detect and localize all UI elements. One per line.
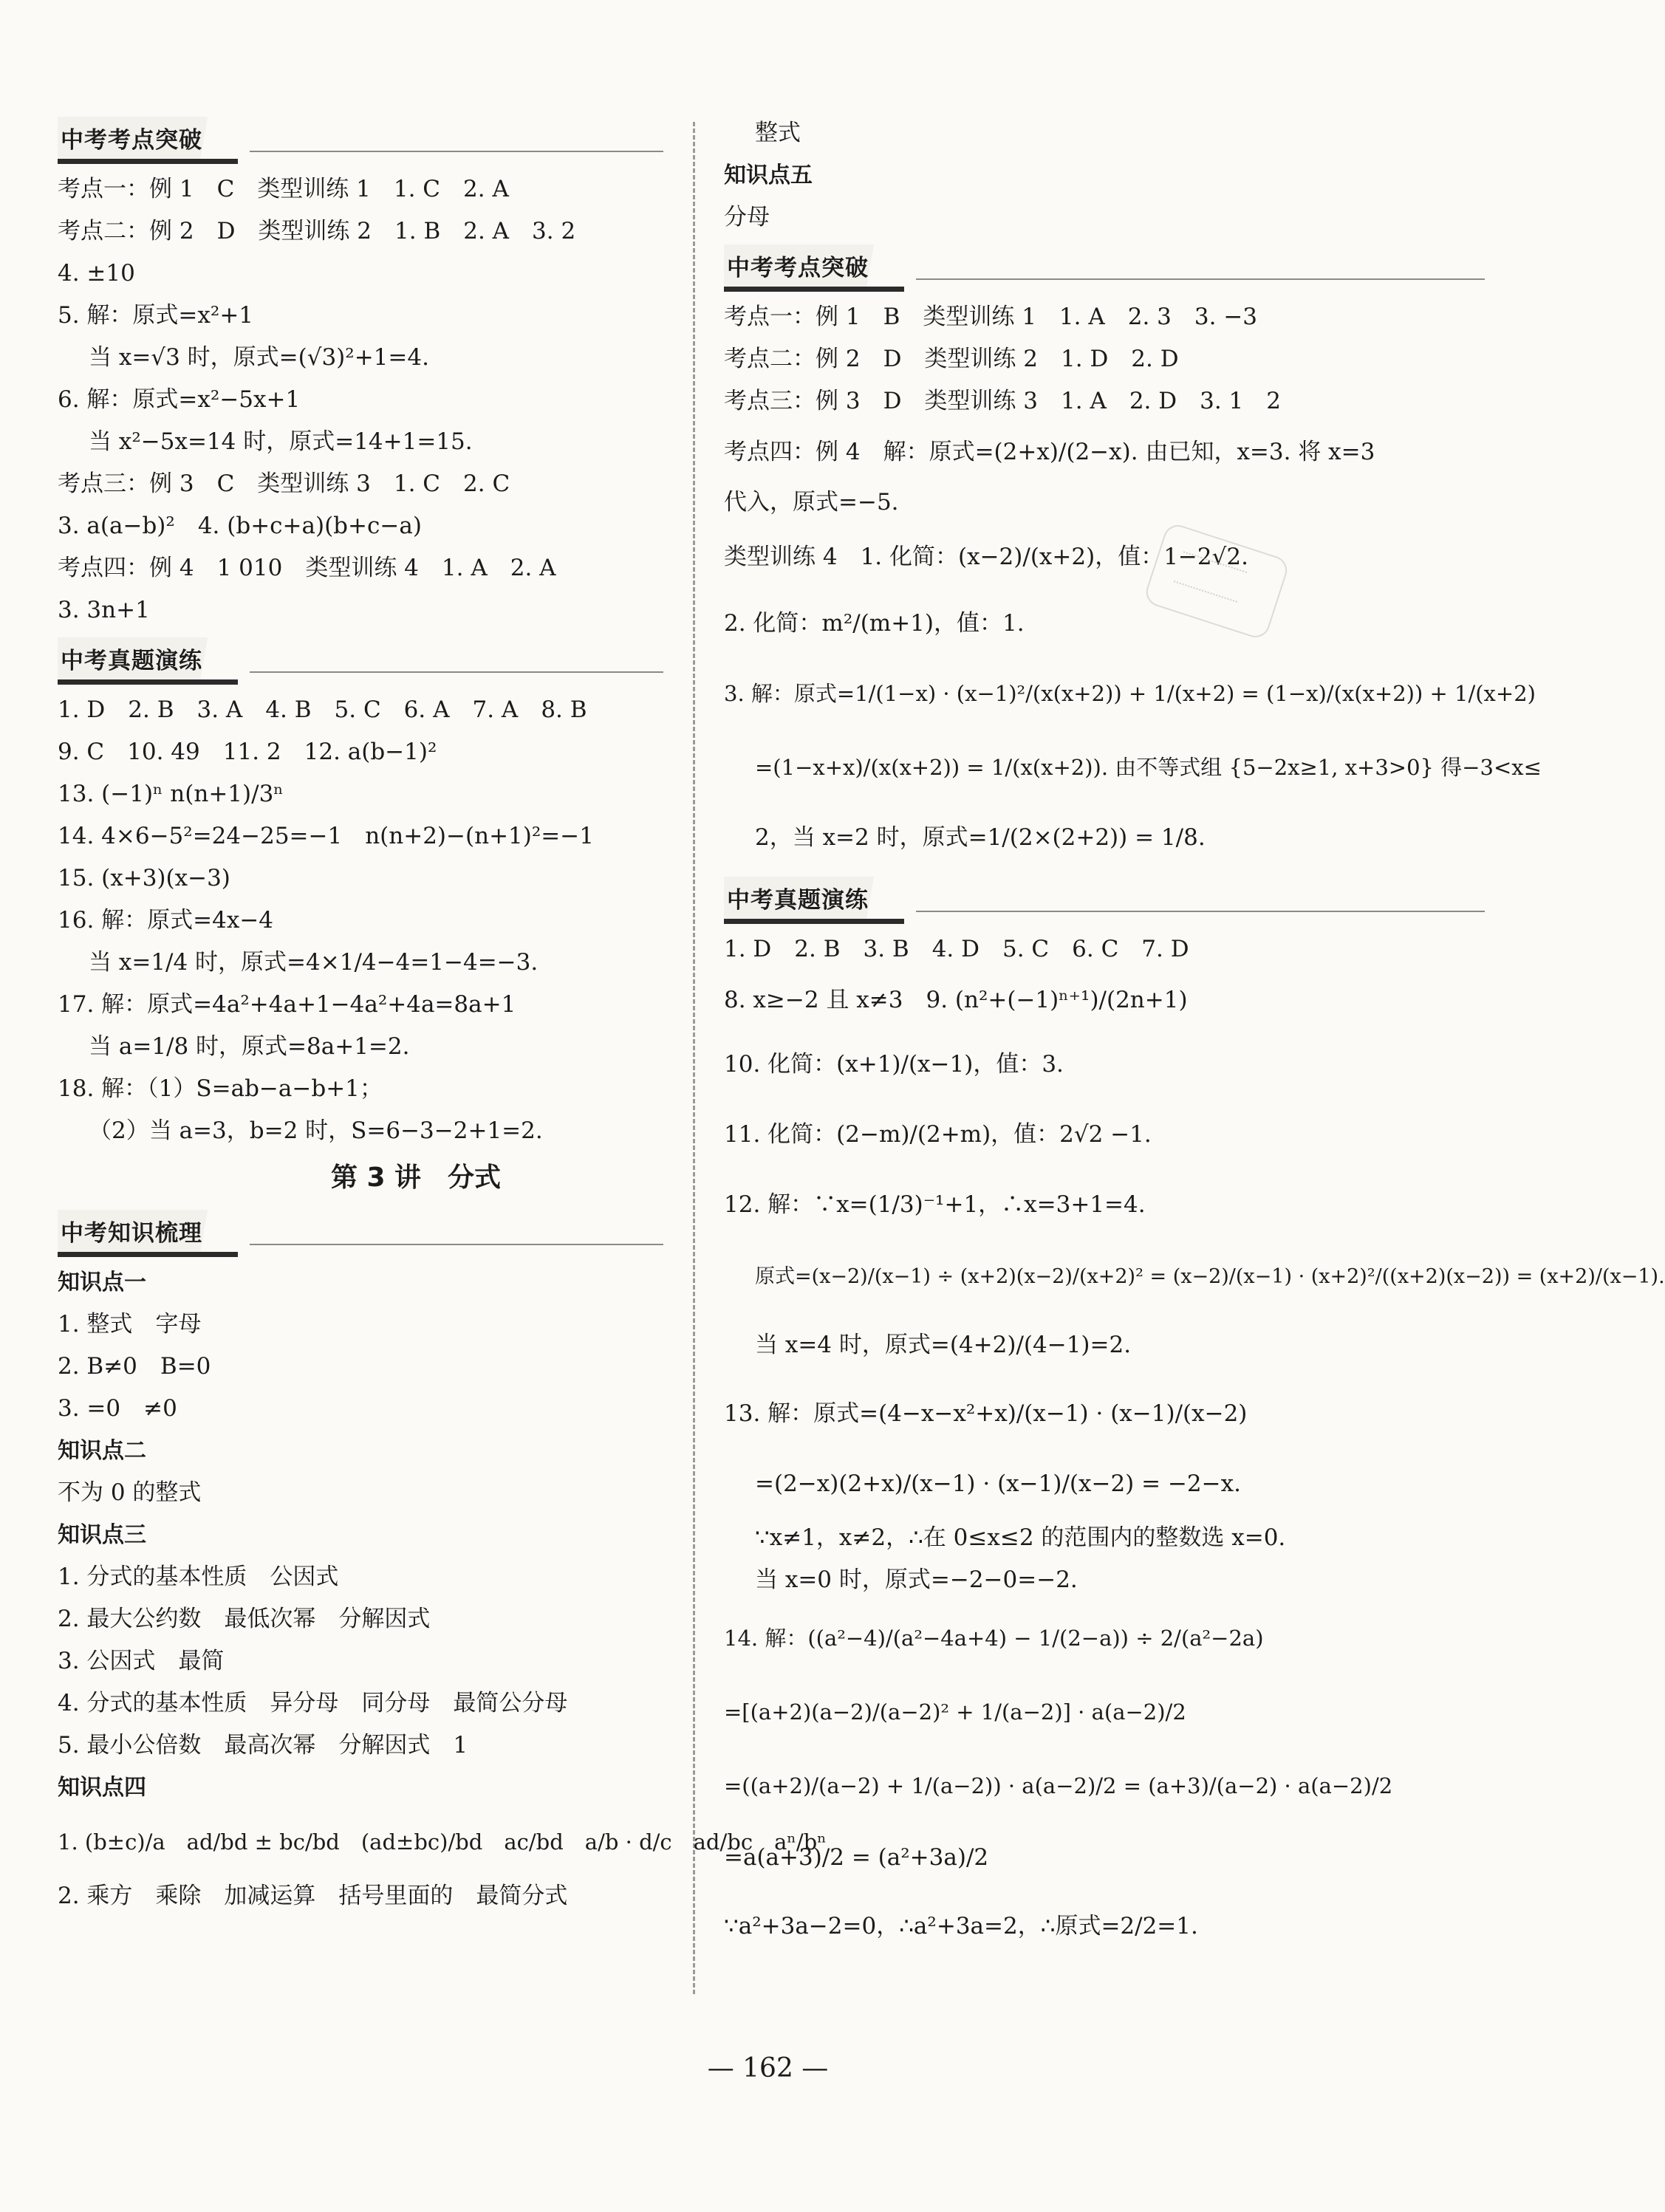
answer-line: 1. D 2. B 3. B 4. D 5. C 6. C 7. D [724, 936, 1189, 962]
answer-line: ∵x≠1，x≠2，∴在 0≤x≤2 的范围内的整数选 x=0. [755, 1524, 1286, 1551]
answer-line: 不为 0 的整式 [58, 1479, 202, 1506]
answer-line: （2）当 a=3，b=2 时，S=6−3−2+1=2. [89, 1117, 543, 1144]
lecture-title: 第 3 讲 分式 [330, 1163, 502, 1193]
answer-line: 3. 公因式 最简 [58, 1648, 225, 1674]
right-column [724, 112, 1665, 1959]
answer-line: 当 x=√3 时，原式=(√3)²+1=4. [89, 344, 429, 371]
answer-line: 11. 化简：(2−m)/(2+m)，值：2√2 −1. [724, 1121, 1152, 1148]
column-divider [693, 122, 695, 1994]
section-heading [724, 244, 1485, 287]
answer-line: 类型训练 4 1. 化简：(x−2)/(x+2)，值：1−2√2. [724, 544, 1248, 570]
answer-line: 1. 整式 字母 [58, 1311, 202, 1338]
answer-line: 16. 解：原式=4x−4 [58, 907, 274, 934]
answer-line: 整式 [755, 120, 801, 146]
answer-line: 2，当 x=2 时，原式=1/(2×(2+2)) = 1/8. [755, 824, 1206, 851]
answer-line: 考点一：例 1 C 类型训练 1 1. C 2. A [58, 176, 509, 202]
answer-line: 13. (−1)ⁿ n(n+1)/3ⁿ [58, 781, 284, 807]
answer-line: 17. 解：原式=4a²+4a+1−4a²+4a=8a+1 [58, 991, 516, 1018]
answer-line: =a(a+3)/2 = (a²+3a)/2 [724, 1844, 989, 1871]
answer-line: 考点三：例 3 D 类型训练 3 1. A 2. D 3. 1 2 [724, 388, 1281, 414]
answer-line: 15. (x+3)(x−3) [58, 865, 230, 891]
answer-line: 5. 解：原式=x²+1 [58, 302, 254, 329]
answer-line: 3. =0 ≠0 [58, 1395, 177, 1422]
answer-line: 14. 4×6−5²=24−25=−1 n(n+2)−(n+1)²=−1 [58, 823, 594, 849]
answer-line: 2. 乘方 乘除 加减运算 括号里面的 最简分式 [58, 1883, 568, 1909]
answer-line: 当 a=1/8 时，原式=8a+1=2. [89, 1033, 410, 1060]
section-title: 中考考点突破 [724, 244, 904, 292]
answer-line: 9. C 10. 49 11. 2 12. a(b−1)² [58, 739, 437, 765]
knowledge-point-heading: 知识点三 [58, 1522, 146, 1548]
answer-line: 1. D 2. B 3. A 4. B 5. C 6. A 7. A 8. B [58, 696, 587, 723]
knowledge-point-heading: 知识点二 [58, 1438, 146, 1464]
answer-line: 考点一：例 1 B 类型训练 1 1. A 2. 3 3. −3 [724, 304, 1258, 330]
section-title: 中考考点突破 [58, 117, 238, 164]
answer-line: ∵a²+3a−2=0，∴a²+3a=2，∴原式=2/2=1. [724, 1913, 1198, 1939]
answer-line: 2. B≠0 B=0 [58, 1353, 211, 1380]
answer-line: 2. 最大公约数 最低次幂 分解因式 [58, 1606, 431, 1632]
answer-line: =(2−x)(2+x)/(x−1) · (x−1)/(x−2) = −2−x. [755, 1470, 1241, 1497]
answer-line: 当 x=1/4 时，原式=4×1/4−4=1−4=−3. [89, 949, 539, 976]
answer-line: 1. 分式的基本性质 公因式 [58, 1564, 339, 1590]
answer-line: 当 x²−5x=14 时，原式=14+1=15. [89, 428, 473, 455]
answer-line: 10. 化简：(x+1)/(x−1)，值：3. [724, 1051, 1064, 1078]
section-heading [58, 117, 663, 160]
answer-line: 3. 3n+1 [58, 597, 150, 623]
section-title: 中考真题演练 [724, 877, 904, 924]
answer-line: 14. 解：((a²−4)/(a²−4a+4) − 1/(2−a)) ÷ 2/(a²−2a) [724, 1626, 1264, 1651]
section-heading [58, 637, 663, 680]
answer-line: 考点二：例 2 D 类型训练 2 1. B 2. A 3. 2 [58, 218, 576, 244]
answer-line: 4. 分式的基本性质 异分母 同分母 最简公分母 [58, 1690, 568, 1716]
answer-line: 2. 化简：m²/(m+1)，值：1. [724, 610, 1025, 637]
answer-line: 3. a(a−b)² 4. (b+c+a)(b+c−a) [58, 513, 422, 539]
answer-line: 分母 [724, 204, 770, 230]
answer-line: 代入，原式=−5. [724, 489, 899, 516]
section-title: 中考真题演练 [58, 637, 238, 685]
knowledge-point-heading: 知识点一 [58, 1270, 146, 1295]
answer-line: 8. x≥−2 且 x≠3 9. (n²+(−1)ⁿ⁺¹)/(2n+1) [724, 987, 1188, 1013]
answer-line: 13. 解：原式=(4−x−x²+x)/(x−1) · (x−1)/(x−2) [724, 1400, 1248, 1427]
answer-line: 当 x=0 时，原式=−2−0=−2. [755, 1566, 1078, 1593]
section-heading [58, 1210, 663, 1253]
answer-line: 考点四：例 4 1 010 类型训练 4 1. A 2. A [58, 555, 556, 581]
answer-line: =[(a+2)(a−2)/(a−2)² + 1/(a−2)] · a(a−2)/2 [724, 1699, 1186, 1725]
knowledge-point-heading: 知识点五 [724, 162, 813, 188]
answer-line: 4. ±10 [58, 260, 135, 287]
answer-line: 6. 解：原式=x²−5x+1 [58, 386, 301, 413]
answer-line: 考点四：例 4 解：原式=(2+x)/(2−x). 由已知，x=3. 将 x=3 [724, 439, 1375, 465]
answer-line: 3. 解：原式=1/(1−x) · (x−1)²/(x(x+2)) + 1/(x+2) = (1−x)/(x(x+2)) + 1/(x+2) [724, 681, 1536, 706]
answer-line: 当 x=4 时，原式=(4+2)/(4−1)=2. [755, 1332, 1132, 1358]
knowledge-point-heading: 知识点四 [58, 1775, 146, 1801]
answer-line: =(1−x+x)/(x(x+2)) = 1/(x(x+2)). 由不等式组 {5−2x≥1, x+3>0} 得−3<x≤ [755, 755, 1542, 780]
section-title: 中考知识梳理 [58, 1210, 238, 1257]
answer-line: 原式=(x−2)/(x−1) ÷ (x+2)(x−2)/(x+2)² = (x−2)/(x−1) · (x+2)²/((x+2)(x−2)) = (x+2)/(x−1). [755, 1265, 1665, 1288]
answer-line: 18. 解：（1）S=ab−a−b+1； [58, 1075, 383, 1102]
answer-line: =((a+2)/(a−2) + 1/(a−2)) · a(a−2)/2 = (a+3)/(a−2) · a(a−2)/2 [724, 1773, 1393, 1798]
answer-line: 1. (b±c)/a ad/bd ± bc/bd (ad±bc)/bd ac/bd a/b · d/c ad/bc aⁿ/bⁿ [58, 1829, 827, 1855]
answer-line: 考点二：例 2 D 类型训练 2 1. D 2. D [724, 346, 1179, 372]
answer-line: 考点三：例 3 C 类型训练 3 1. C 2. C [58, 470, 510, 497]
section-heading [724, 877, 1485, 920]
answer-line: 5. 最小公倍数 最高次幂 分解因式 1 [58, 1732, 468, 1759]
page-number: — 162 — [707, 2053, 829, 2083]
answer-line: 12. 解：∵x=(1/3)⁻¹+1，∴x=3+1=4. [724, 1191, 1146, 1218]
